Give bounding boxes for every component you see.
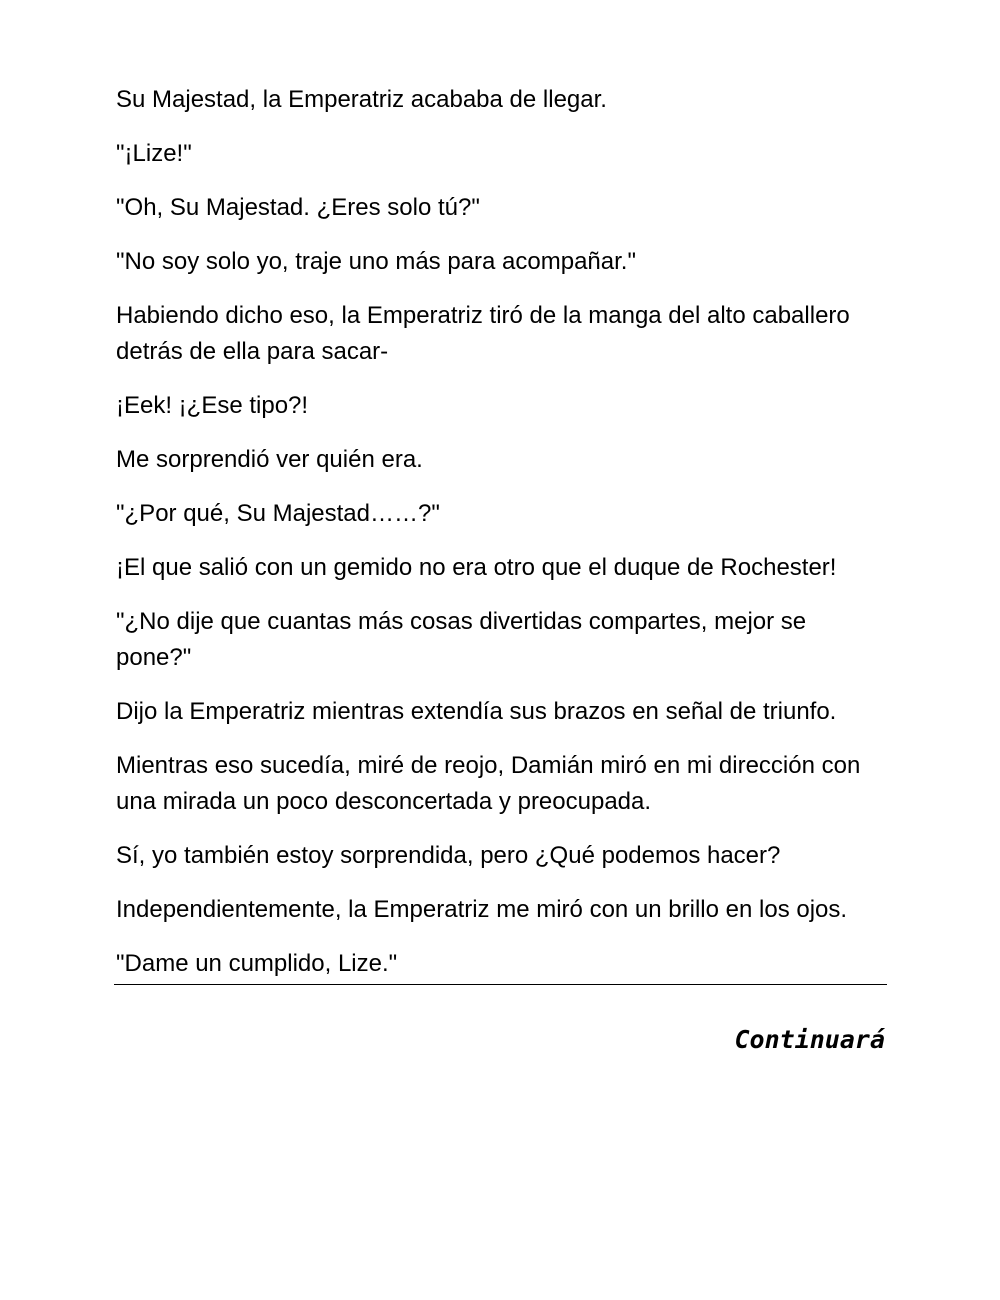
paragraph: Sí, yo también estoy sorprendida, pero ¿Qué podemos hacer?: [116, 842, 781, 869]
paragraph: "¡Lize!": [116, 140, 192, 167]
paragraph: "Dame un cumplido, Lize.": [116, 950, 398, 977]
document-body: [116, 82, 886, 1000]
paragraph: Dijo la Emperatriz mientras extendía sus brazos en señal de triunfo.: [116, 698, 837, 725]
paragraph: "¿No dije que cuantas más cosas divertidas compartes, mejor se pone?": [116, 608, 807, 671]
horizontal-divider: [114, 984, 887, 985]
paragraph: Mientras eso sucedía, miré de reojo, Damián miró en mi dirección con una mirada un poco desconcertada y preocupada.: [116, 752, 861, 815]
paragraph: Habiendo dicho eso, la Emperatriz tiró de la manga del alto caballero detrás de ella para sacar-: [116, 302, 850, 365]
continuation-footer: Continuará: [734, 1025, 885, 1054]
paragraph: Independientemente, la Emperatriz me miró con un brillo en los ojos.: [116, 896, 848, 923]
paragraph: ¡Eek! ¡¿Ese tipo?!: [116, 392, 309, 419]
paragraph: "¿Por qué, Su Majestad……?": [116, 500, 440, 527]
paragraph: "No soy solo yo, traje uno más para acompañar.": [116, 248, 636, 275]
paragraph: Me sorprendió ver quién era.: [116, 446, 423, 473]
paragraph: Su Majestad, la Emperatriz acababa de llegar.: [116, 86, 607, 113]
paragraph: ¡El que salió con un gemido no era otro que el duque de Rochester!: [116, 554, 837, 581]
paragraph: "Oh, Su Majestad. ¿Eres solo tú?": [116, 194, 480, 221]
